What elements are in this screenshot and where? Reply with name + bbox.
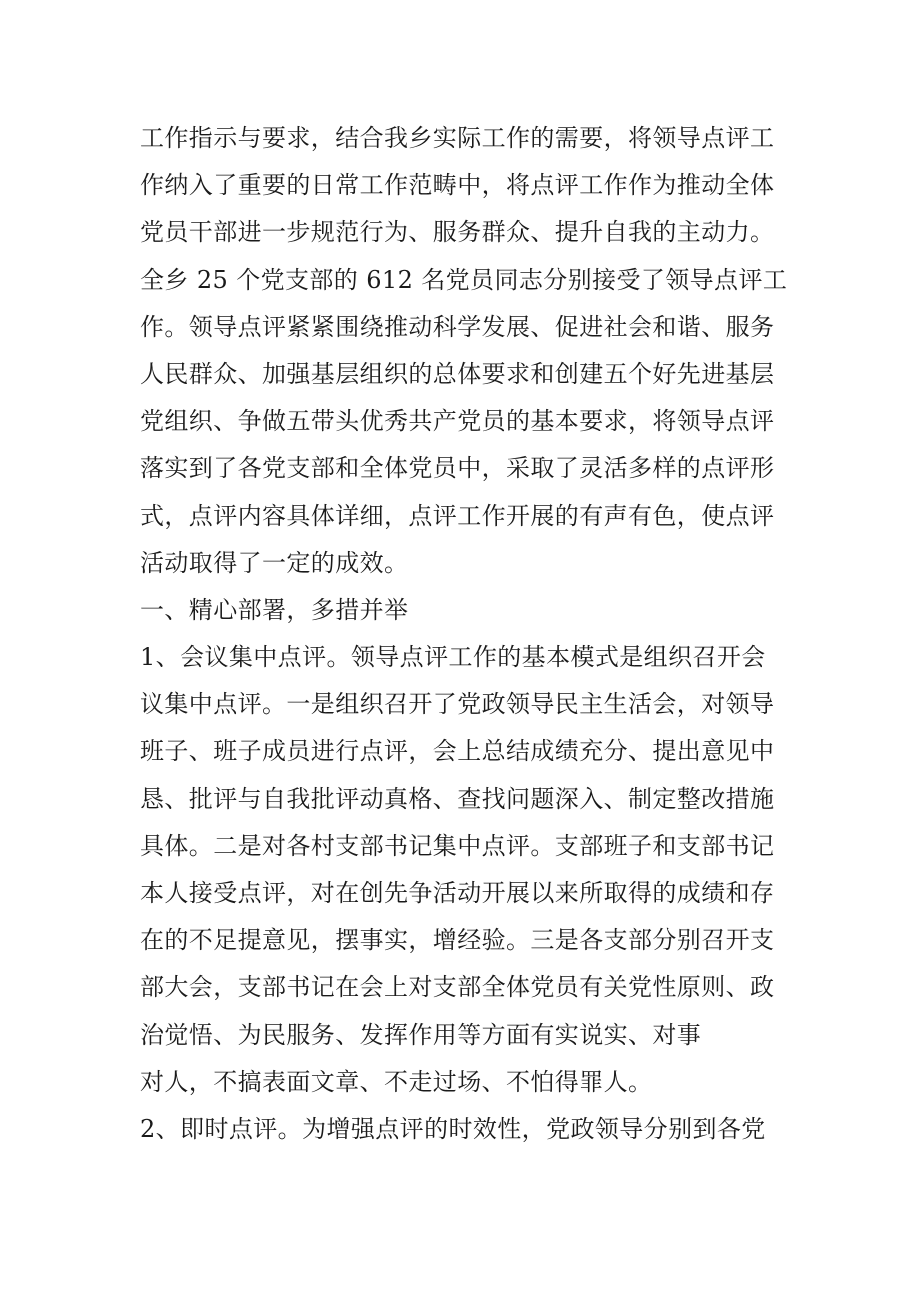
text-line: 作纳入了重要的日常工作范畴中，将点评工作作为推动全体 xyxy=(140,171,775,200)
text-line: 部大会，支部书记在会上对支部全体党员有关党性原则、政 xyxy=(140,973,775,1002)
section-heading: 一、精心部署，多措并举 xyxy=(140,595,409,624)
text-line: 1、会议集中点评。领导点评工作的基本模式是组织召开会 xyxy=(140,643,766,672)
document-body xyxy=(140,115,790,1153)
text-line: 在的不足提意见，摆事实，增经验。三是各支部分别召开支 xyxy=(140,926,775,955)
text-line: 党员干部进一步规范行为、服务群众、提升自我的主动力。 xyxy=(140,218,775,247)
text-line: 本人接受点评，对在创先争活动开展以来所取得的成绩和存 xyxy=(140,879,775,907)
text-line: 作。领导点评紧紧围绕推动科学发展、促进社会和谐、服务 xyxy=(140,312,775,341)
text-line: 式，点评内容具体详细，点评工作开展的有声有色，使点评 xyxy=(140,501,775,530)
text-line: 具体。二是对各村支部书记集中点评。支部班子和支部书记 xyxy=(140,831,775,860)
text-line: 党组织、争做五带头优秀共产党员的基本要求，将领导点评 xyxy=(140,407,775,436)
text-line: 恳、批评与自我批评动真格、查找问题深入、制定整改措施 xyxy=(140,784,775,813)
text-line: 2、即时点评。为增强点评的时效性，党政领导分别到各党 xyxy=(140,1114,766,1143)
text-line: 全乡 25 个党支部的 612 名党员同志分别接受了领导点评工 xyxy=(140,265,788,294)
text-line: 对人，不搞表面文章、不走过场、不怕得罪人。 xyxy=(140,1067,653,1096)
text-line: 工作指示与要求，结合我乡实际工作的需要，将领导点评工 xyxy=(140,124,775,152)
text-line: 活动取得了一定的成效。 xyxy=(140,548,409,577)
text-line: 人民群众、加强基层组织的总体要求和创建五个好先进基层 xyxy=(140,359,775,388)
text-line: 议集中点评。一是组织召开了党政领导民主生活会，对领导 xyxy=(140,690,775,719)
text-line: 落实到了各党支部和全体党员中，采取了灵活多样的点评形 xyxy=(140,454,775,483)
text-line: 治觉悟、为民服务、发挥作用等方面有实说实、对事 xyxy=(140,1020,702,1049)
text-line: 班子、班子成员进行点评，会上总结成绩充分、提出意见中 xyxy=(140,737,775,766)
